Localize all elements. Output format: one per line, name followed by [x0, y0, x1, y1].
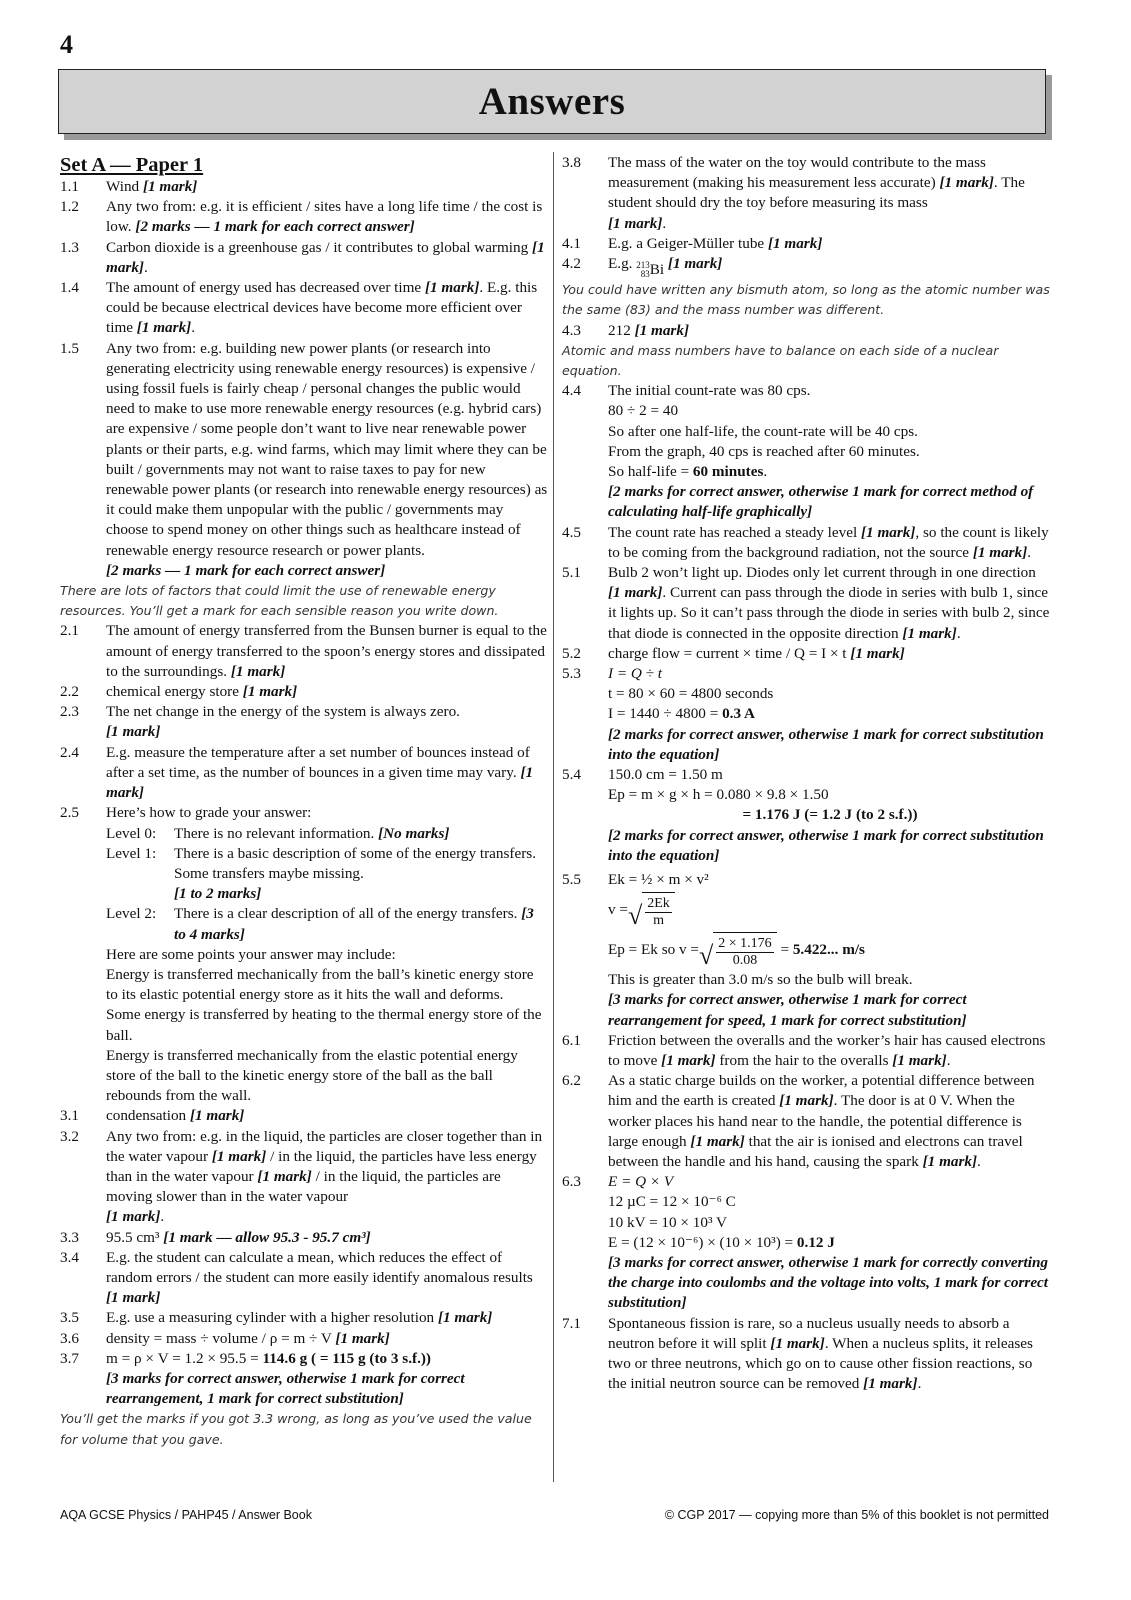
- answer-text: Spontaneous fission is rare, so a nucleus usually needs to absorb a neutron before it will split: [608, 1314, 1010, 1352]
- answer-text: / in the liquid, the particles are moving slower than in the water vapour: [106, 1167, 501, 1206]
- answer-2-1: [60, 621, 548, 682]
- punctuation: .: [143, 258, 148, 276]
- answer-1-3: [60, 238, 548, 278]
- mark-scheme: [1 mark]: [106, 763, 534, 802]
- answer-point: Energy is transferred mechanically from the ball’s kinetic energy store to its elastic potential energy store as it hits the wall and deforms.: [106, 965, 534, 1004]
- answer-1-1: [60, 177, 548, 197]
- sqrt-symbol: √ $\frac{2Ek}{m}$: [628, 892, 675, 929]
- question-number: 6.1: [562, 1031, 581, 1049]
- answer-text: The net change in the energy of the system is always zero.: [106, 703, 460, 721]
- answer-5-5: [562, 870, 1052, 1031]
- answer-4-2: [562, 254, 1052, 280]
- final-answer: 0.3 A: [722, 705, 755, 723]
- answer-text: Carbon dioxide is a greenhouse gas / it contributes to global warming: [106, 238, 533, 256]
- question-number: 1.5: [60, 339, 79, 357]
- answer-4-1: [562, 234, 1052, 254]
- answer-3-7: [60, 1349, 548, 1410]
- answer-text: E.g. the student can calculate a mean, which reduces the effect of random errors / the student can more easily identify anomalous results: [106, 1248, 533, 1286]
- answer-text: The count rate has reached a steady level: [608, 523, 861, 541]
- mark-scheme: [1 mark]: [863, 1375, 918, 1393]
- comment-3-7: You’ll get the marks if you got 3.3 wrong, as long as you’ve used the value for volume that you gave.: [60, 1411, 532, 1447]
- mark-scheme: [1 mark]: [136, 319, 192, 337]
- element-symbol: Bi: [649, 260, 665, 278]
- mark-scheme: [1 mark]: [189, 1107, 245, 1125]
- answer-5-4: [562, 765, 1052, 866]
- answer-3-1: [60, 1106, 548, 1126]
- mark-scheme: [1 mark]: [424, 279, 480, 297]
- mark-scheme: [1 mark]: [972, 543, 1028, 561]
- question-number: 3.6: [60, 1329, 79, 1347]
- mark-scheme: [1 mark]: [661, 1052, 716, 1070]
- working-line: Ek = ½ × m × v²: [608, 871, 709, 889]
- question-number: 5.4: [562, 766, 581, 783]
- mark-scheme: [1 mark]: [767, 234, 823, 252]
- answer-7-1: [562, 1314, 1052, 1395]
- footer-right: © CGP 2017 — copying more than 5% of this booklet is not permitted: [664, 1508, 1049, 1522]
- punctuation: .: [917, 1375, 922, 1393]
- answer-text: Any two from: e.g. building new power plants (or research into generating electricity using renewable energy resources) is expensive / using fossil fuels is fairly cheap / personal changes the public would need to make to use more renewable energy resources (e.g. hybrid cars) are expensive / some people don’t want to live near renewable power plants or their parts, e.g. wind farms, which may limit where they can be built / governments may not want to raise taxes to pay for new renewable power plants (or research into renewable energy resources) as it could make them unpopular with the public / governments may choose to spend money on other things such as healthcare instead of renewable energy resource research or power plants.: [106, 339, 548, 559]
- level-text: There is no relevant information.: [174, 824, 379, 842]
- denominator: m: [653, 912, 664, 928]
- mark-scheme: [1 mark]: [257, 1167, 312, 1185]
- question-number: 5.2: [562, 644, 581, 662]
- question-number: 1.2: [60, 198, 79, 216]
- level-label: Level 1:: [106, 844, 157, 862]
- answer-1-4: [60, 278, 548, 339]
- mark-scheme: [2 marks — 1 mark for each correct answer]: [106, 561, 386, 579]
- answer-3-5: [60, 1308, 548, 1328]
- question-number: 5.5: [562, 871, 581, 889]
- atomic-number: 83: [640, 269, 650, 280]
- answer-text: . The student should dry the toy before measuring its mass: [608, 174, 1025, 212]
- mark-scheme: [1 mark]: [242, 683, 298, 701]
- level-text: There is a clear description of all of the energy transfers.: [174, 905, 522, 923]
- question-number: 7.1: [562, 1314, 581, 1332]
- working-line: Ep = m × g × h = 0.080 × 9.8 × 1.50: [608, 786, 829, 804]
- answer-3-8: [562, 153, 1052, 234]
- answer-6-2: [562, 1071, 1052, 1172]
- answer-text: E.g. measure the temperature after a set number of bounces instead of after a set time, as the number of bounces in a given time may vary.: [106, 743, 530, 781]
- mark-scheme: [3 marks for correct answer, otherwise 1 mark for correct rearrangement, 1 mark for correct substitution]: [106, 1369, 465, 1408]
- final-answer: 114.6 g ( = 115 g (to 3 s.f.)): [262, 1349, 431, 1367]
- numerator: 2 × 1.176: [718, 935, 772, 951]
- mark-scheme: [1 mark]: [106, 1289, 161, 1307]
- answer-text: condensation: [106, 1107, 190, 1125]
- answer-text: The amount of energy transferred from the Bunsen burner is equal to the amount of energy transferred to the spoon’s energy stores and dissipated to the surroundings.: [106, 622, 547, 680]
- answer-1-2: [60, 197, 548, 237]
- footer-left: AQA GCSE Physics / PAHP45 / Answer Book: [60, 1508, 312, 1522]
- mark-scheme: [1 mark]: [779, 1092, 834, 1110]
- mark-scheme: [1 mark]: [667, 255, 723, 273]
- mark-scheme: [1 mark]: [608, 214, 663, 232]
- mark-scheme: [3 to 4 marks]: [174, 905, 534, 943]
- set-title: Set A — Paper 1: [60, 154, 204, 176]
- formula-text: Ep = Ek so v =: [608, 941, 699, 959]
- working-line: So after one half-life, the count-rate will be 40 cps.: [608, 422, 918, 440]
- working-line: This is greater than 3.0 m/s so the bulb will break.: [608, 971, 913, 989]
- working-line: E = Q × V: [608, 1173, 674, 1191]
- punctuation: .: [946, 1052, 951, 1070]
- question-number: 6.2: [562, 1072, 581, 1090]
- question-number: 3.5: [60, 1309, 79, 1327]
- answer-2-5: [60, 803, 548, 1106]
- answer-text: The mass of the water on the toy would contribute to the mass measurement (making his measurement less accurate): [608, 154, 986, 192]
- answer-3-2: [60, 1127, 548, 1228]
- formula-v: [608, 890, 1052, 930]
- working-line: I = 1440 ÷ 4800 =: [608, 705, 723, 723]
- mark-scheme: [3 marks for correct answer, otherwise 1 mark for correct rearrangement for speed, 1 mark for correct substitution]: [608, 991, 967, 1029]
- question-number: 3.8: [562, 154, 581, 171]
- punctuation: .: [160, 1208, 165, 1226]
- answer-6-3: [562, 1172, 1052, 1313]
- working-line: 12 µC = 12 × 10⁻⁶ C: [608, 1193, 736, 1211]
- answer-text: E.g. a Geiger-Müller tube: [608, 234, 768, 252]
- mark-scheme: [1 mark]: [690, 1132, 745, 1150]
- mark-scheme: [2 marks — 1 mark for each correct answer]: [135, 218, 415, 236]
- answer-3-4: [60, 1248, 548, 1309]
- answer-point: Energy is transferred mechanically from the elastic potential energy store of the ball to the kinetic energy store of the ball as the ball rebounds from the wall.: [106, 1046, 518, 1105]
- mark-scheme: [1 mark]: [939, 174, 994, 192]
- question-number: 4.5: [562, 523, 581, 541]
- answer-5-1: [562, 563, 1052, 644]
- answer-4-3: [562, 321, 1052, 341]
- mark-scheme: [No marks]: [378, 824, 450, 842]
- mark-scheme: [1 mark]: [861, 523, 916, 541]
- answer-text: Here’s how to grade your answer:: [106, 804, 312, 822]
- mark-scheme: [1 mark]: [922, 1153, 978, 1171]
- question-number: 1.1: [60, 178, 79, 195]
- question-number: 3.7: [60, 1349, 79, 1367]
- formula-text: v =: [608, 901, 628, 919]
- answer-6-1: [562, 1031, 1052, 1071]
- answer-text: Wind: [106, 178, 143, 195]
- working-line: So half-life =: [608, 462, 693, 480]
- answer-text: / in the liquid, the particles have less energy than in the water vapour: [106, 1147, 537, 1185]
- question-number: 3.1: [60, 1107, 79, 1125]
- mark-scheme: [1 mark]: [106, 1208, 161, 1226]
- mark-scheme: [1 mark]: [608, 584, 663, 602]
- numerator: 2Ek: [647, 895, 670, 911]
- mark-scheme: [1 mark]: [335, 1329, 390, 1347]
- question-number: 2.5: [60, 804, 79, 822]
- working-line: E = (12 × 10⁻⁶) × (10 × 10³) =: [608, 1233, 797, 1251]
- answer-2-3: [60, 702, 548, 742]
- mark-scheme: [2 marks for correct answer, otherwise 1 mark for correct substitution into the equation]: [608, 725, 1044, 763]
- answer-text: . The door is at 0 V. When the worker places his hand near to the handle, the potential difference is large enough: [608, 1092, 1022, 1150]
- question-number: 2.1: [60, 622, 79, 640]
- working-line: t = 80 × 60 = 4800 seconds: [608, 685, 774, 703]
- mark-scheme: [1 mark]: [634, 321, 689, 339]
- formula-substitution: [608, 930, 1052, 970]
- question-number: 6.3: [562, 1173, 581, 1191]
- punctuation: .: [956, 624, 961, 642]
- sqrt-symbol: √ $\frac{2 \times 1.176}{0.08}$: [699, 932, 777, 969]
- question-number: 3.3: [60, 1228, 79, 1246]
- question-number: 1.3: [60, 238, 79, 256]
- answer-text: Bulb 2 won’t light up. Diodes only let current through in one direction: [608, 563, 1036, 581]
- mark-scheme: [2 marks for correct answer, otherwise 1 mark for correct method of calculating half-life graphically]: [608, 483, 1034, 521]
- page-title: Answers: [478, 80, 626, 123]
- points-intro: Here are some points your answer may include:: [106, 945, 396, 963]
- level-text: There is a basic description of some of the energy transfers. Some transfers maybe missing.: [174, 844, 536, 882]
- mark-scheme: [1 mark]: [211, 1147, 267, 1165]
- answer-2-4: [60, 743, 548, 804]
- comment-1-5: There are lots of factors that could limit the use of renewable energy resources. You’ll get a mark for each sensible reason you write down.: [60, 583, 499, 619]
- answer-text: . Current can pass through the diode in series with bulb 1, since it lights up. So it can’t pass through the diode in series with bulb 2, since that diode is connected in the opposite direction: [608, 584, 1050, 642]
- question-number: 2.2: [60, 683, 79, 701]
- mark-scheme: [2 marks for correct answer, otherwise 1 mark for correct substitution into the equation]: [608, 826, 1044, 864]
- working-line: The initial count-rate was 80 cps.: [608, 382, 811, 400]
- mark-scheme: [1 mark — allow 95.3 - 95.7 cm³]: [163, 1228, 371, 1246]
- answer-text: 95.5 cm³: [106, 1228, 164, 1246]
- mark-scheme: [1 mark]: [106, 723, 161, 741]
- question-number: 4.3: [562, 321, 581, 339]
- answer-text: , so the count is likely to be coming from the background radiation, not the source: [608, 523, 1049, 561]
- answer-4-4: 4.4 The initial count-rate was 80 cps. 80 ÷ 2 = 40 So after one half-life, the count-rate will be 40 cps. From the graph, 40 cps is reached after 60 minutes. So half-life = 60 minutes. [2 marks for correct answer, otherwise 1 mark for correct method of calculating half-life graphically]: [562, 381, 1052, 522]
- level-2: [106, 904, 548, 944]
- mark-scheme: [1 mark]: [142, 178, 198, 195]
- answer-3-6: [60, 1329, 548, 1349]
- working-line: 80 ÷ 2 = 40: [608, 402, 679, 420]
- answer-point: Some energy is transferred by heating to the thermal energy store of the ball.: [106, 1006, 542, 1044]
- mass-number: 213: [636, 260, 650, 271]
- question-number: 4.4: [562, 382, 581, 400]
- answer-text: charge flow = current × time / Q = I × t: [608, 644, 851, 662]
- question-number: 2.3: [60, 703, 79, 721]
- question-number: 1.4: [60, 279, 79, 297]
- working-line: I = Q ÷ t: [608, 664, 663, 682]
- final-answer: 5.422... m/s: [792, 941, 865, 959]
- question-number: 3.2: [60, 1127, 79, 1145]
- question-number: 5.1: [562, 563, 581, 581]
- punctuation: .: [977, 1153, 981, 1171]
- answer-text: chemical energy store: [106, 683, 243, 701]
- header-banner: [58, 69, 1046, 134]
- working-line: 150.0 cm = 1.50 m: [608, 766, 723, 783]
- comment-4-2: You could have written any bismuth atom, so long as the atomic number was the same (83) and the mass number was different.: [562, 282, 1050, 318]
- mark-scheme: [1 mark]: [230, 662, 286, 680]
- final-answer: 60 minutes: [692, 462, 764, 480]
- answer-text: E.g. use a measuring cylinder with a higher resolution: [106, 1309, 438, 1327]
- left-column: [60, 153, 548, 1450]
- mark-scheme: [3 marks for correct answer, otherwise 1 mark for correctly converting the charge into coulombs and the voltage into volts, 1 mark for correct substitution]: [608, 1254, 1049, 1312]
- mark-scheme: [1 mark]: [850, 644, 905, 662]
- answer-1-5: [60, 339, 548, 581]
- answer-text: density = mass ÷ volume / ρ = m ÷ V: [106, 1329, 336, 1347]
- isotope-notation: [636, 260, 664, 280]
- answer-text: . E.g. this could be because electrical devices have become more efficient over time: [106, 279, 538, 337]
- final-answer: 0.12 J: [796, 1233, 835, 1251]
- mark-scheme: [1 mark]: [106, 238, 545, 276]
- mark-scheme: [1 mark]: [892, 1052, 947, 1070]
- punctuation: .: [191, 319, 196, 337]
- denominator: 0.08: [732, 952, 758, 968]
- mark-scheme: [1 mark]: [770, 1334, 825, 1352]
- question-number: 4.2: [562, 255, 581, 273]
- working-line: 10 kV = 10 × 10³ V: [608, 1213, 728, 1231]
- answer-4-5: [562, 523, 1052, 563]
- question-number: 3.4: [60, 1248, 79, 1266]
- answer-text: 212: [608, 321, 635, 339]
- answer-text: Any two from: e.g. in the liquid, the particles are closer together than in the water vapour: [106, 1127, 543, 1165]
- final-answer: = 1.176 J (= 1.2 J (to 2 s.f.)): [742, 806, 918, 824]
- answer-text: Any two from: e.g. it is efficient / sites have a long life time / the cost is low.: [106, 198, 543, 236]
- answer-text: E.g.: [608, 255, 637, 273]
- page-number: 4: [60, 30, 73, 59]
- answer-2-2: [60, 682, 548, 702]
- punctuation: .: [662, 214, 667, 232]
- punctuation: .: [1027, 543, 1032, 561]
- level-label: Level 2:: [106, 905, 157, 923]
- answer-text: m = ρ × V = 1.2 × 95.5 =: [106, 1349, 263, 1367]
- mark-scheme: [1 mark]: [437, 1309, 493, 1327]
- level-label: Level 0:: [106, 824, 157, 842]
- working-line: From the graph, 40 cps is reached after 60 minutes.: [608, 442, 920, 460]
- answer-text: The amount of energy used has decreased over time: [106, 279, 425, 297]
- answer-3-3: [60, 1228, 548, 1248]
- answer-text: from the hair to the overalls: [715, 1052, 893, 1070]
- answer-text: that the air is ionised and electrons can travel between the handle and his hand, causing the spark: [608, 1132, 1023, 1171]
- mark-scheme: [1 to 2 marks]: [174, 885, 262, 903]
- level-0: [106, 824, 548, 844]
- comment-4-3: Atomic and mass numbers have to balance on each side of a nuclear equation.: [562, 342, 999, 378]
- right-column: [562, 153, 1052, 1394]
- question-number: 2.4: [60, 743, 79, 761]
- question-number: 5.3: [562, 664, 581, 682]
- level-1: [106, 844, 548, 905]
- answer-5-2: [562, 644, 1052, 664]
- mark-scheme: [1 mark]: [902, 624, 957, 642]
- answer-text: As a static charge builds on the worker, a potential difference between him and the earth is created: [608, 1072, 1035, 1110]
- formula-text: =: [776, 941, 793, 959]
- answer-5-3: [562, 664, 1052, 765]
- question-number: 4.1: [562, 234, 581, 252]
- column-divider: [553, 152, 554, 1482]
- answer-text: Friction between the overalls and the worker’s hair has caused electrons to move: [608, 1031, 1046, 1070]
- answer-text: . When a nucleus splits, it releases two or three neutrons, which go on to cause other fission reactions, so the initial neutron source can be removed: [608, 1334, 1033, 1393]
